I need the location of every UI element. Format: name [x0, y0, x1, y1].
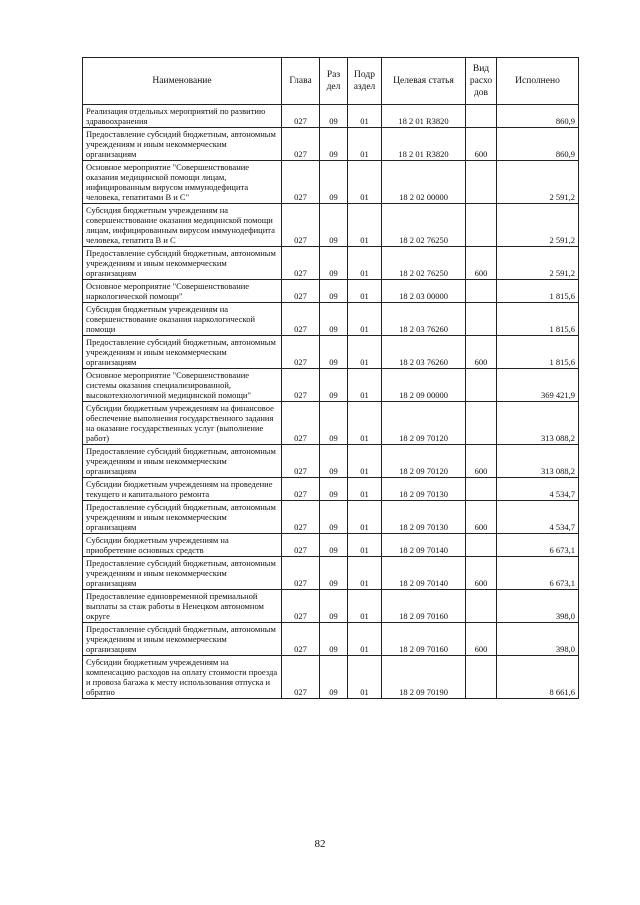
cell-podrazdel: 01 [348, 161, 382, 204]
cell-razdel: 09 [320, 590, 348, 623]
cell-ispolneno: 1 815,6 [497, 280, 579, 303]
cell-celevaya-statya: 18 2 02 76250 [382, 204, 466, 247]
cell-glava: 027 [282, 336, 320, 369]
table-row [83, 280, 579, 303]
cell-celevaya-statya: 18 2 09 70130 [382, 478, 466, 501]
cell-glava: 027 [282, 280, 320, 303]
cell-name: Предоставление субсидий бюджетным, автономным учреждениям и иным некоммерческим организациям [83, 623, 282, 656]
cell-celevaya-statya: 18 2 09 70160 [382, 623, 466, 656]
table-body [83, 105, 579, 699]
cell-vid-rashodov [466, 534, 497, 557]
cell-glava: 027 [282, 501, 320, 534]
cell-ispolneno: 369 421,9 [497, 369, 579, 402]
cell-name: Реализация отдельных мероприятий по развитию здравоохранения [83, 105, 282, 128]
table-row [83, 445, 579, 478]
cell-ispolneno: 2 591,2 [497, 204, 579, 247]
cell-glava: 027 [282, 557, 320, 590]
cell-name: Основное мероприятие "Совершенствование наркологической помощи" [83, 280, 282, 303]
cell-glava: 027 [282, 534, 320, 557]
cell-vid-rashodov [466, 369, 497, 402]
cell-vid-rashodov: 600 [466, 247, 497, 280]
table-row [83, 369, 579, 402]
cell-razdel: 09 [320, 478, 348, 501]
cell-celevaya-statya: 18 2 09 70140 [382, 534, 466, 557]
cell-name: Субсидия бюджетным учреждениям на совершенствование оказания наркологической помощи [83, 303, 282, 336]
cell-podrazdel: 01 [348, 280, 382, 303]
cell-celevaya-statya: 18 2 02 76250 [382, 247, 466, 280]
table-row [83, 656, 579, 699]
cell-name: Субсидии бюджетным учреждениям на компенсацию расходов на оплату стоимости проезда и провоза багажа к месту использования отпуска и обратно [83, 656, 282, 699]
table-row [83, 105, 579, 128]
cell-podrazdel: 01 [348, 445, 382, 478]
cell-ispolneno: 398,0 [497, 623, 579, 656]
cell-podrazdel: 01 [348, 534, 382, 557]
cell-podrazdel: 01 [348, 402, 382, 445]
header-ispolneno: Исполнено [497, 58, 579, 105]
cell-glava: 027 [282, 590, 320, 623]
cell-celevaya-statya: 18 2 09 70130 [382, 501, 466, 534]
cell-vid-rashodov: 600 [466, 445, 497, 478]
cell-glava: 027 [282, 369, 320, 402]
cell-podrazdel: 01 [348, 557, 382, 590]
cell-celevaya-statya: 18 2 03 76260 [382, 336, 466, 369]
page-number: 82 [314, 838, 326, 850]
cell-celevaya-statya: 18 2 09 70140 [382, 557, 466, 590]
cell-razdel: 09 [320, 105, 348, 128]
cell-ispolneno: 2 591,2 [497, 247, 579, 280]
cell-ispolneno: 4 534,7 [497, 478, 579, 501]
cell-vid-rashodov [466, 105, 497, 128]
cell-celevaya-statya: 18 2 09 70160 [382, 590, 466, 623]
cell-podrazdel: 01 [348, 623, 382, 656]
cell-podrazdel: 01 [348, 204, 382, 247]
cell-name: Предоставление субсидий бюджетным, автономным учреждениям и иным некоммерческим организациям [83, 501, 282, 534]
cell-glava: 027 [282, 402, 320, 445]
cell-razdel: 09 [320, 280, 348, 303]
cell-ispolneno: 1 815,6 [497, 336, 579, 369]
cell-razdel: 09 [320, 656, 348, 699]
cell-glava: 027 [282, 656, 320, 699]
cell-vid-rashodov [466, 280, 497, 303]
cell-name: Предоставление субсидий бюджетным, автономным учреждениям и иным некоммерческим организациям [83, 128, 282, 161]
cell-vid-rashodov: 600 [466, 128, 497, 161]
cell-vid-rashodov [466, 478, 497, 501]
header-name: Наименование [83, 58, 282, 105]
cell-name: Субсидии бюджетным учреждениям на проведение текущего и капитального ремонта [83, 478, 282, 501]
cell-glava: 027 [282, 105, 320, 128]
cell-celevaya-statya: 18 2 09 00000 [382, 369, 466, 402]
cell-celevaya-statya: 18 2 09 70120 [382, 402, 466, 445]
cell-razdel: 09 [320, 303, 348, 336]
cell-podrazdel: 01 [348, 590, 382, 623]
cell-name: Предоставление субсидий бюджетным, автономным учреждениям и иным некоммерческим организациям [83, 336, 282, 369]
cell-razdel: 09 [320, 402, 348, 445]
table-row [83, 128, 579, 161]
header-razdel: Раз дел [320, 58, 348, 105]
table-row [83, 247, 579, 280]
table-row [83, 501, 579, 534]
cell-podrazdel: 01 [348, 656, 382, 699]
table-header-row [83, 58, 579, 105]
cell-celevaya-statya: 18 2 01 R3820 [382, 128, 466, 161]
cell-glava: 027 [282, 128, 320, 161]
cell-glava: 027 [282, 478, 320, 501]
cell-name: Основное мероприятие "Совершенствование оказания медицинской помощи лицам, инфицированным вирусом иммунодефицита человека, гепатитами В и С" [83, 161, 282, 204]
cell-name: Субсидии бюджетным учреждениям на финансовое обеспечение выполнения государственного задания на оказание государственных услуг (выполнение работ) [83, 402, 282, 445]
cell-razdel: 09 [320, 247, 348, 280]
cell-podrazdel: 01 [348, 247, 382, 280]
header-celevaya-statya: Целевая статья [382, 58, 466, 105]
cell-name: Предоставление субсидий бюджетным, автономным учреждениям и иным некоммерческим организациям [83, 445, 282, 478]
cell-name: Предоставление субсидий бюджетным, автономным учреждениям и иным некоммерческим организациям [83, 247, 282, 280]
cell-name: Предоставление субсидий бюджетным, автономным учреждениям и иным некоммерческим организациям [83, 557, 282, 590]
cell-podrazdel: 01 [348, 105, 382, 128]
table-row [83, 161, 579, 204]
cell-vid-rashodov: 600 [466, 336, 497, 369]
cell-glava: 027 [282, 161, 320, 204]
cell-vid-rashodov: 600 [466, 557, 497, 590]
cell-celevaya-statya: 18 2 09 70190 [382, 656, 466, 699]
budget-table [82, 57, 579, 699]
table-row [83, 402, 579, 445]
cell-celevaya-statya: 18 2 01 R3820 [382, 105, 466, 128]
header-vid-rashodov: Вид расхо дов [466, 58, 497, 105]
cell-vid-rashodov [466, 590, 497, 623]
cell-name: Предоставление единовременной премиальной выплаты за стаж работы в Ненецком автономном округе [83, 590, 282, 623]
cell-ispolneno: 6 673,1 [497, 534, 579, 557]
cell-ispolneno: 313 088,2 [497, 445, 579, 478]
cell-ispolneno: 860,9 [497, 128, 579, 161]
cell-ispolneno: 313 088,2 [497, 402, 579, 445]
cell-podrazdel: 01 [348, 478, 382, 501]
cell-glava: 027 [282, 623, 320, 656]
cell-vid-rashodov [466, 204, 497, 247]
table-row [83, 534, 579, 557]
cell-razdel: 09 [320, 369, 348, 402]
table-row [83, 204, 579, 247]
cell-glava: 027 [282, 445, 320, 478]
cell-razdel: 09 [320, 623, 348, 656]
cell-ispolneno: 4 534,7 [497, 501, 579, 534]
cell-ispolneno: 1 815,6 [497, 303, 579, 336]
table-row [83, 623, 579, 656]
cell-razdel: 09 [320, 445, 348, 478]
cell-celevaya-statya: 18 2 03 76260 [382, 303, 466, 336]
cell-celevaya-statya: 18 2 02 00000 [382, 161, 466, 204]
cell-razdel: 09 [320, 557, 348, 590]
cell-ispolneno: 6 673,1 [497, 557, 579, 590]
table-row [83, 557, 579, 590]
cell-glava: 027 [282, 247, 320, 280]
cell-ispolneno: 860,9 [497, 105, 579, 128]
table-row [83, 336, 579, 369]
header-glava: Глава [282, 58, 320, 105]
cell-name: Основное мероприятие "Совершенствование системы оказания специализированной, высокотехнологичной медицинской помощи" [83, 369, 282, 402]
cell-podrazdel: 01 [348, 303, 382, 336]
cell-razdel: 09 [320, 128, 348, 161]
cell-razdel: 09 [320, 161, 348, 204]
cell-podrazdel: 01 [348, 369, 382, 402]
cell-vid-rashodov [466, 303, 497, 336]
table-row [83, 303, 579, 336]
cell-razdel: 09 [320, 204, 348, 247]
table-row [83, 478, 579, 501]
cell-podrazdel: 01 [348, 336, 382, 369]
cell-name: Субсидия бюджетным учреждениям на совершенствование оказания медицинской помощи лицам, инфицированным вирусом иммунодефицита человека, гепатита В и С [83, 204, 282, 247]
cell-ispolneno: 8 661,6 [497, 656, 579, 699]
cell-vid-rashodov [466, 656, 497, 699]
cell-vid-rashodov: 600 [466, 501, 497, 534]
table-row [83, 590, 579, 623]
cell-razdel: 09 [320, 501, 348, 534]
header-podrazdel: Подр аздел [348, 58, 382, 105]
cell-razdel: 09 [320, 336, 348, 369]
cell-glava: 027 [282, 204, 320, 247]
cell-podrazdel: 01 [348, 501, 382, 534]
cell-glava: 027 [282, 303, 320, 336]
cell-ispolneno: 398,0 [497, 590, 579, 623]
cell-razdel: 09 [320, 534, 348, 557]
cell-vid-rashodov: 600 [466, 623, 497, 656]
cell-celevaya-statya: 18 2 09 70120 [382, 445, 466, 478]
cell-name: Субсидии бюджетным учреждениям на приобретение основных средств [83, 534, 282, 557]
cell-celevaya-statya: 18 2 03 00000 [382, 280, 466, 303]
cell-vid-rashodov [466, 161, 497, 204]
cell-vid-rashodov [466, 402, 497, 445]
cell-ispolneno: 2 591,2 [497, 161, 579, 204]
cell-podrazdel: 01 [348, 128, 382, 161]
